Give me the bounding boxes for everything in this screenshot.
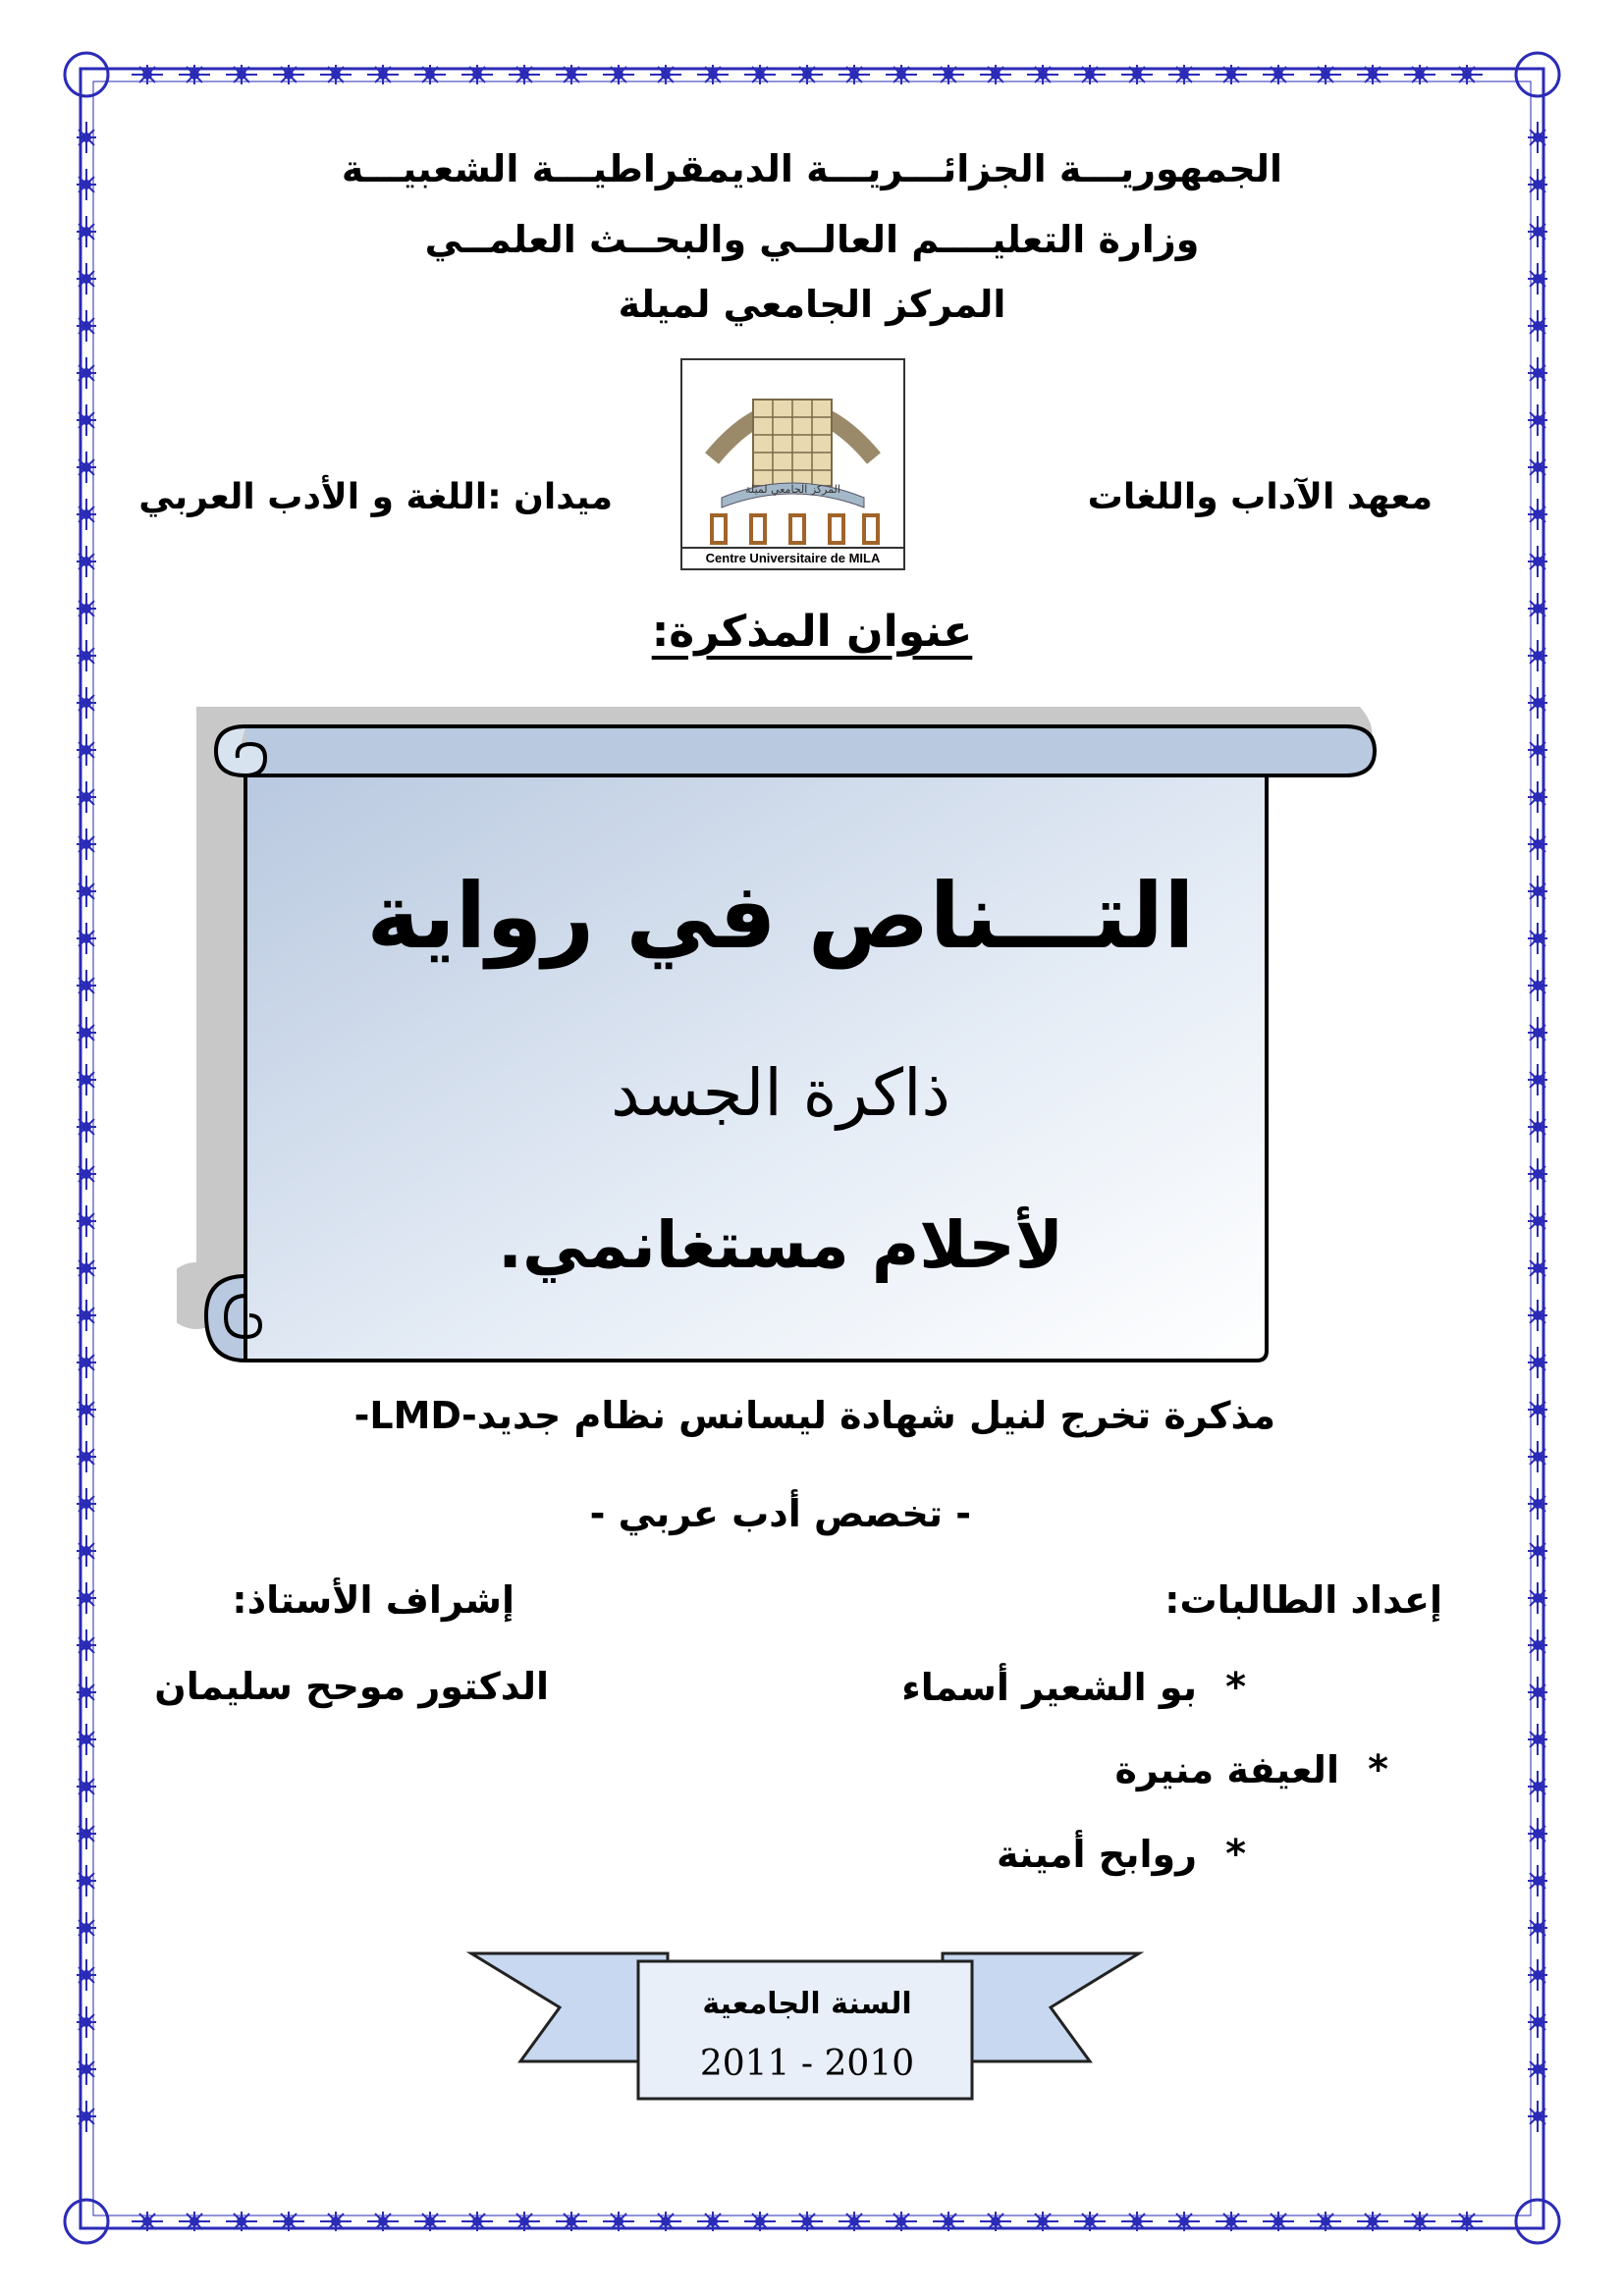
bullet-star-icon: * [1225,1832,1246,1877]
thesis-title-line-2: ذاكرة الجسد [611,1055,950,1131]
supervisor-name: الدكتور موحح سليمان [154,1665,549,1708]
logo-building-icon [682,360,903,549]
student-name: روابح أمينة [996,1833,1197,1876]
field-label: ميدان :اللغة و الأدب العربي [138,477,613,517]
academic-year-label: السنة الجامعية [702,1987,912,2021]
supervisor-label: إشراف الأستاذ: [232,1578,514,1622]
corner-ornament-icon [1516,53,1559,96]
bullet-star-icon: * [1225,1665,1246,1710]
logo-arabic-caption: المركز الجامعي لميلة [745,483,840,496]
corner-ornament-icon [65,53,108,96]
memo-title-label: عنوان المذكرة: [651,607,973,657]
logo-caption: Centre Universitaire de MILA [682,547,903,568]
university-center-name: المركز الجامعي لميلة [618,283,1006,326]
academic-year-value: 2011 - 2010 [699,2044,915,2084]
student-item [997,1832,1246,1877]
student-name: العيفة منيرة [1114,1748,1339,1791]
student-name: بو الشعير أسماء [901,1666,1197,1709]
institute-label: معهد الآداب واللغات [1087,477,1433,517]
degree-specialty: - تخصص أدب عربي - [589,1492,971,1535]
thesis-title-line-3: لأحلام مستغانمي. [497,1207,1064,1283]
ministry-name: وزارة التعليــــم العالــي والبحــث العلمــي [424,218,1200,261]
corner-ornament-icon [65,2200,108,2243]
student-item [901,1665,1246,1710]
corner-ornament-icon [1516,2200,1559,2243]
university-logo [680,358,905,570]
bullet-star-icon: * [1368,1747,1388,1792]
student-item [1114,1747,1388,1792]
students-label: إعداد الطالبات: [1164,1578,1442,1622]
republic-name: الجمهوريـــة الجزائـــريـــة الديمقراطيـــة الشعبيـــة [341,147,1283,190]
thesis-title-line-1: التـــناص في رواية [366,864,1195,969]
academic-year-ribbon [461,1934,1149,2130]
degree-description: مذكرة تخرج لنيل شهادة ليسانس نظام جديد-LMD- [353,1394,1275,1437]
